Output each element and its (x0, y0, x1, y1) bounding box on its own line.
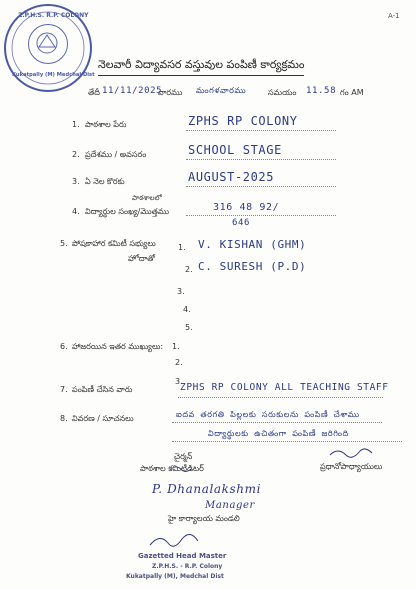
corner-mark: A-1 (388, 12, 400, 20)
page-title: నెలవారీ విద్యావసర వస్తువుల పంపిణీ కార్యక్రమం (98, 58, 304, 76)
other-3-number: 3. (175, 377, 183, 386)
field-5-label2: హోదాతో (128, 254, 155, 263)
field-4-total: 646 (232, 218, 251, 228)
member-1-value: V. KISHAN (GHM) (198, 238, 307, 251)
committee-label: పాఠశాల కమిటీడిటర్ (140, 464, 204, 473)
seal-bottom-text: Kukatpally (M) Medchal Dist (12, 72, 95, 78)
headmaster-signature-icon (330, 449, 372, 457)
field-5-number: 5. (60, 239, 68, 248)
day-label: వారము (158, 88, 183, 97)
chairman-signature-icon (170, 467, 192, 472)
hm-stamp-line2: Z.P.H.S. - R.P. Colony (152, 563, 223, 570)
field-8-number: 8. (60, 414, 68, 423)
field-1-label: పాఠశాల పేరు (85, 120, 127, 129)
member-5-number: 5. (185, 323, 193, 332)
other-1-number: 1. (172, 342, 180, 351)
field-8-value-2: విద్యార్థులకు ఉచితంగా పంపిణీ జరిగింది (208, 429, 349, 438)
hm-stamp-line3: Kukatpally (M), Medchal Dist (126, 573, 224, 580)
field-3-label: ఏ నెల కొరకు (85, 177, 125, 186)
day-value: మంగళవారము (196, 86, 247, 95)
field-2-label: ప్రదేశము / అవసరం (85, 150, 147, 159)
field-2-number: 2. (72, 150, 80, 159)
member-2-number: 2. (185, 265, 193, 274)
date-value: 11/11/2025 (102, 86, 163, 96)
time-unit: గం AM (340, 88, 364, 97)
field-6-number: 6. (60, 342, 68, 351)
time-label: సమయం (268, 88, 297, 97)
field-4-label-top: పాఠశాలలో (132, 194, 162, 202)
field-7-label: పంపిణీ చేసిన వారు (72, 385, 133, 394)
signer-role: Manager (205, 500, 255, 511)
field-1-value: ZPHS RP COLONY (188, 114, 298, 128)
field-4-number: 4. (72, 207, 80, 216)
signer-name: P. Dhanalakshmi (152, 482, 262, 496)
chairman-label: చైర్మన్ (174, 452, 193, 461)
field-3-number: 3. (72, 177, 80, 186)
hm-signature-icon (150, 534, 198, 546)
field-7-value: ZPHS RP COLONY ALL TEACHING STAFF (180, 382, 389, 393)
other-2-number: 2. (175, 358, 183, 367)
hm-stamp-line1: Gazetted Head Master (138, 552, 227, 560)
field-4-value: 316 48 92/ (213, 202, 280, 213)
field-8-label: వివరణ / సూచనలు (72, 414, 134, 423)
field-6-label: హాజరయిన ఇతర ముఖ్యులు: (72, 342, 164, 351)
headmaster-label: ప్రధానోపాధ్యాయులు (320, 462, 383, 471)
seal-arc-text: Z.P.H.S. R.P. COLONY (18, 12, 89, 19)
field-8-value: ఐదవ తరగతి పిల్లలకు సరుకులను పంపిణీ చేశాము (176, 410, 360, 419)
time-value: 11.58 (306, 86, 337, 96)
member-3-number: 3. (177, 287, 185, 296)
field-3-value: AUGUST-2025 (188, 170, 275, 184)
field-4-label: విద్యార్థుల సంఖ్య/మొత్తము (85, 207, 170, 216)
field-2-value: SCHOOL STAGE (188, 143, 282, 157)
date-label: తేదీ (88, 88, 100, 97)
member-1-number: 1. (178, 243, 186, 252)
signer-caption: హై కార్యాలయ మండలి (168, 514, 240, 523)
field-1-number: 1. (72, 120, 80, 129)
member-2-value: C. SURESH (P.D) (198, 260, 307, 273)
member-4-number: 4. (183, 305, 191, 314)
field-7-number: 7. (60, 385, 68, 394)
field-5-label: పోషకాహార కమిటీ సభ్యులు (72, 239, 156, 248)
